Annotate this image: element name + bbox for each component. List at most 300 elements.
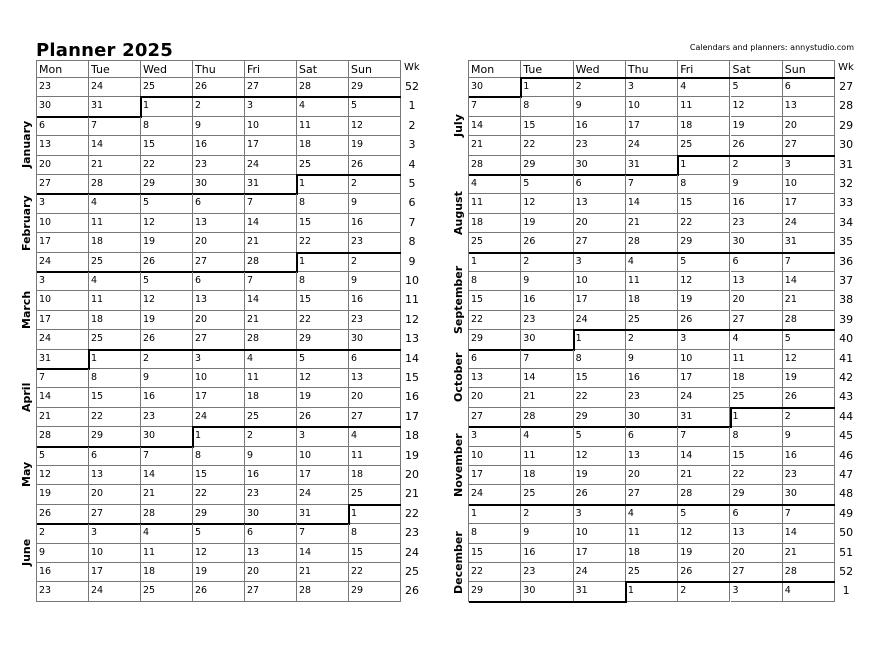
day-cell[interactable]: 27 [245, 582, 297, 601]
day-cell[interactable]: 28 [783, 311, 835, 330]
day-cell[interactable]: 20 [89, 485, 141, 504]
day-cell[interactable]: 28 [141, 505, 193, 524]
day-cell[interactable]: 17 [469, 466, 521, 485]
day-cell[interactable]: 26 [141, 330, 193, 349]
day-cell[interactable]: 18 [349, 466, 401, 485]
day-cell[interactable]: 26 [37, 505, 89, 524]
day-cell[interactable]: 28 [521, 408, 573, 427]
day-cell[interactable]: 14 [245, 214, 297, 233]
day-cell[interactable]: 15 [297, 214, 349, 233]
day-cell[interactable]: 4 [626, 253, 678, 272]
day-cell[interactable]: 23 [521, 563, 573, 582]
day-cell[interactable]: 18 [731, 369, 783, 388]
day-cell[interactable]: 4 [678, 78, 730, 97]
day-cell[interactable]: 12 [678, 524, 730, 543]
day-cell[interactable]: 10 [574, 272, 626, 291]
day-cell[interactable]: 2 [783, 408, 835, 427]
day-cell[interactable]: 12 [349, 117, 401, 136]
day-cell[interactable]: 30 [626, 408, 678, 427]
day-cell[interactable]: 17 [89, 563, 141, 582]
day-cell[interactable]: 3 [626, 78, 678, 97]
day-cell[interactable]: 24 [297, 485, 349, 504]
day-cell[interactable]: 8 [141, 117, 193, 136]
day-cell[interactable]: 3 [731, 582, 783, 601]
day-cell[interactable]: 22 [678, 214, 730, 233]
day-cell[interactable]: 26 [731, 136, 783, 155]
day-cell[interactable]: 14 [37, 388, 89, 407]
day-cell[interactable]: 25 [141, 582, 193, 601]
day-cell[interactable]: 25 [349, 485, 401, 504]
day-cell[interactable]: 13 [193, 214, 245, 233]
day-cell[interactable]: 12 [37, 466, 89, 485]
day-cell[interactable]: 23 [349, 233, 401, 252]
day-cell[interactable]: 19 [731, 117, 783, 136]
day-cell[interactable]: 1 [141, 97, 193, 116]
day-cell[interactable]: 16 [245, 466, 297, 485]
day-cell[interactable]: 15 [89, 388, 141, 407]
day-cell[interactable]: 2 [349, 253, 401, 272]
day-cell[interactable]: 16 [574, 117, 626, 136]
day-cell[interactable]: 23 [193, 156, 245, 175]
day-cell[interactable]: 13 [349, 369, 401, 388]
day-cell[interactable]: 28 [37, 427, 89, 446]
day-cell[interactable]: 3 [37, 272, 89, 291]
day-cell[interactable]: 10 [37, 214, 89, 233]
day-cell[interactable]: 20 [626, 466, 678, 485]
day-cell[interactable]: 29 [678, 233, 730, 252]
day-cell[interactable]: 31 [89, 97, 141, 116]
day-cell[interactable]: 4 [626, 505, 678, 524]
day-cell[interactable]: 4 [783, 582, 835, 601]
day-cell[interactable]: 17 [678, 369, 730, 388]
day-cell[interactable]: 29 [731, 485, 783, 504]
day-cell[interactable]: 22 [297, 311, 349, 330]
day-cell[interactable]: 3 [678, 330, 730, 349]
day-cell[interactable]: 15 [731, 447, 783, 466]
day-cell[interactable]: 1 [469, 253, 521, 272]
day-cell[interactable]: 29 [469, 582, 521, 601]
day-cell[interactable]: 24 [245, 156, 297, 175]
day-cell[interactable]: 5 [297, 350, 349, 369]
day-cell[interactable]: 27 [245, 78, 297, 97]
day-cell[interactable]: 6 [783, 78, 835, 97]
day-cell[interactable]: 20 [193, 233, 245, 252]
day-cell[interactable]: 21 [626, 214, 678, 233]
day-cell[interactable]: 3 [89, 524, 141, 543]
day-cell[interactable]: 28 [245, 330, 297, 349]
day-cell[interactable]: 1 [574, 330, 626, 349]
day-cell[interactable]: 11 [297, 117, 349, 136]
day-cell[interactable]: 2 [141, 350, 193, 369]
day-cell[interactable]: 23 [349, 311, 401, 330]
day-cell[interactable]: 28 [626, 233, 678, 252]
day-cell[interactable]: 21 [141, 485, 193, 504]
day-cell[interactable]: 12 [678, 272, 730, 291]
day-cell[interactable]: 22 [574, 388, 626, 407]
day-cell[interactable]: 20 [783, 117, 835, 136]
day-cell[interactable]: 21 [89, 156, 141, 175]
day-cell[interactable]: 8 [731, 427, 783, 446]
day-cell[interactable]: 22 [521, 136, 573, 155]
day-cell[interactable]: 15 [193, 466, 245, 485]
day-cell[interactable]: 4 [731, 330, 783, 349]
day-cell[interactable]: 15 [521, 117, 573, 136]
day-cell[interactable]: 7 [141, 447, 193, 466]
day-cell[interactable]: 17 [626, 117, 678, 136]
day-cell[interactable]: 9 [783, 427, 835, 446]
day-cell[interactable]: 13 [89, 466, 141, 485]
day-cell[interactable]: 11 [626, 524, 678, 543]
day-cell[interactable]: 13 [626, 447, 678, 466]
day-cell[interactable]: 17 [37, 311, 89, 330]
day-cell[interactable]: 11 [89, 291, 141, 310]
day-cell[interactable]: 23 [141, 408, 193, 427]
day-cell[interactable]: 8 [89, 369, 141, 388]
day-cell[interactable]: 24 [678, 388, 730, 407]
day-cell[interactable]: 18 [89, 233, 141, 252]
day-cell[interactable]: 13 [783, 97, 835, 116]
day-cell[interactable]: 14 [521, 369, 573, 388]
day-cell[interactable]: 9 [193, 117, 245, 136]
day-cell[interactable]: 25 [678, 136, 730, 155]
day-cell[interactable]: 21 [678, 466, 730, 485]
day-cell[interactable]: 24 [469, 485, 521, 504]
day-cell[interactable]: 31 [245, 175, 297, 194]
day-cell[interactable]: 13 [37, 136, 89, 155]
day-cell[interactable]: 7 [783, 253, 835, 272]
day-cell[interactable]: 24 [89, 78, 141, 97]
day-cell[interactable]: 28 [469, 156, 521, 175]
day-cell[interactable]: 5 [193, 524, 245, 543]
day-cell[interactable]: 13 [193, 291, 245, 310]
day-cell[interactable]: 22 [349, 563, 401, 582]
day-cell[interactable]: 11 [349, 447, 401, 466]
day-cell[interactable]: 28 [678, 485, 730, 504]
day-cell[interactable]: 6 [245, 524, 297, 543]
day-cell[interactable]: 22 [89, 408, 141, 427]
day-cell[interactable]: 19 [193, 563, 245, 582]
day-cell[interactable]: 6 [731, 253, 783, 272]
day-cell[interactable]: 25 [297, 156, 349, 175]
day-cell[interactable]: 27 [193, 330, 245, 349]
day-cell[interactable]: 21 [783, 291, 835, 310]
day-cell[interactable]: 26 [141, 253, 193, 272]
day-cell[interactable]: 8 [678, 175, 730, 194]
day-cell[interactable]: 23 [574, 136, 626, 155]
day-cell[interactable]: 14 [626, 194, 678, 213]
day-cell[interactable]: 7 [783, 505, 835, 524]
day-cell[interactable]: 12 [521, 194, 573, 213]
day-cell[interactable]: 16 [37, 563, 89, 582]
day-cell[interactable]: 18 [297, 136, 349, 155]
day-cell[interactable]: 31 [297, 505, 349, 524]
day-cell[interactable]: 29 [349, 582, 401, 601]
day-cell[interactable]: 6 [574, 175, 626, 194]
day-cell[interactable]: 1 [297, 175, 349, 194]
day-cell[interactable]: 26 [678, 563, 730, 582]
day-cell[interactable]: 24 [37, 253, 89, 272]
day-cell[interactable]: 10 [574, 524, 626, 543]
day-cell[interactable]: 19 [141, 233, 193, 252]
day-cell[interactable]: 11 [521, 447, 573, 466]
day-cell[interactable]: 13 [574, 194, 626, 213]
day-cell[interactable]: 1 [297, 253, 349, 272]
day-cell[interactable]: 28 [245, 253, 297, 272]
day-cell[interactable]: 27 [731, 311, 783, 330]
day-cell[interactable]: 25 [245, 408, 297, 427]
day-cell[interactable]: 9 [245, 447, 297, 466]
day-cell[interactable]: 25 [469, 233, 521, 252]
day-cell[interactable]: 1 [731, 408, 783, 427]
day-cell[interactable]: 21 [783, 544, 835, 563]
day-cell[interactable]: 21 [469, 136, 521, 155]
day-cell[interactable]: 4 [89, 194, 141, 213]
day-cell[interactable]: 11 [678, 97, 730, 116]
day-cell[interactable]: 27 [731, 563, 783, 582]
day-cell[interactable]: 24 [574, 311, 626, 330]
day-cell[interactable]: 10 [297, 447, 349, 466]
day-cell[interactable]: 4 [89, 272, 141, 291]
day-cell[interactable]: 21 [37, 408, 89, 427]
day-cell[interactable]: 1 [521, 78, 573, 97]
day-cell[interactable]: 13 [731, 272, 783, 291]
day-cell[interactable]: 10 [37, 291, 89, 310]
day-cell[interactable]: 28 [89, 175, 141, 194]
day-cell[interactable]: 16 [521, 544, 573, 563]
day-cell[interactable]: 13 [731, 524, 783, 543]
day-cell[interactable]: 18 [626, 544, 678, 563]
day-cell[interactable]: 21 [245, 233, 297, 252]
day-cell[interactable]: 30 [37, 97, 89, 116]
day-cell[interactable]: 7 [37, 369, 89, 388]
day-cell[interactable]: 5 [574, 427, 626, 446]
day-cell[interactable]: 8 [469, 524, 521, 543]
day-cell[interactable]: 1 [349, 505, 401, 524]
day-cell[interactable]: 4 [297, 97, 349, 116]
day-cell[interactable]: 6 [349, 350, 401, 369]
day-cell[interactable]: 26 [521, 233, 573, 252]
day-cell[interactable]: 30 [469, 78, 521, 97]
day-cell[interactable]: 18 [245, 388, 297, 407]
day-cell[interactable]: 4 [469, 175, 521, 194]
day-cell[interactable]: 31 [678, 408, 730, 427]
day-cell[interactable]: 24 [89, 582, 141, 601]
day-cell[interactable]: 17 [37, 233, 89, 252]
day-cell[interactable]: 19 [678, 544, 730, 563]
day-cell[interactable]: 24 [574, 563, 626, 582]
day-cell[interactable]: 18 [141, 563, 193, 582]
day-cell[interactable]: 3 [783, 156, 835, 175]
day-cell[interactable]: 3 [297, 427, 349, 446]
day-cell[interactable]: 5 [521, 175, 573, 194]
day-cell[interactable]: 16 [349, 291, 401, 310]
day-cell[interactable]: 18 [469, 214, 521, 233]
day-cell[interactable]: 4 [521, 427, 573, 446]
day-cell[interactable]: 23 [521, 311, 573, 330]
day-cell[interactable]: 20 [349, 388, 401, 407]
day-cell[interactable]: 8 [297, 272, 349, 291]
day-cell[interactable]: 10 [245, 117, 297, 136]
day-cell[interactable]: 14 [469, 117, 521, 136]
day-cell[interactable]: 7 [89, 117, 141, 136]
day-cell[interactable]: 13 [245, 544, 297, 563]
day-cell[interactable]: 9 [141, 369, 193, 388]
day-cell[interactable]: 2 [521, 253, 573, 272]
day-cell[interactable]: 1 [626, 582, 678, 601]
day-cell[interactable]: 6 [193, 194, 245, 213]
day-cell[interactable]: 28 [783, 563, 835, 582]
day-cell[interactable]: 20 [37, 156, 89, 175]
day-cell[interactable]: 7 [521, 350, 573, 369]
day-cell[interactable]: 11 [626, 272, 678, 291]
day-cell[interactable]: 24 [193, 408, 245, 427]
day-cell[interactable]: 10 [469, 447, 521, 466]
day-cell[interactable]: 15 [297, 291, 349, 310]
day-cell[interactable]: 6 [37, 117, 89, 136]
day-cell[interactable]: 19 [783, 369, 835, 388]
day-cell[interactable]: 17 [297, 466, 349, 485]
day-cell[interactable]: 7 [626, 175, 678, 194]
day-cell[interactable]: 3 [193, 350, 245, 369]
day-cell[interactable]: 30 [731, 233, 783, 252]
day-cell[interactable]: 27 [193, 253, 245, 272]
day-cell[interactable]: 7 [245, 194, 297, 213]
day-cell[interactable]: 17 [574, 544, 626, 563]
day-cell[interactable]: 19 [349, 136, 401, 155]
day-cell[interactable]: 27 [783, 136, 835, 155]
day-cell[interactable]: 19 [574, 466, 626, 485]
day-cell[interactable]: 26 [193, 78, 245, 97]
day-cell[interactable]: 12 [783, 350, 835, 369]
day-cell[interactable]: 21 [245, 311, 297, 330]
day-cell[interactable]: 2 [678, 582, 730, 601]
day-cell[interactable]: 7 [297, 524, 349, 543]
day-cell[interactable]: 9 [574, 97, 626, 116]
day-cell[interactable]: 26 [574, 485, 626, 504]
day-cell[interactable]: 19 [141, 311, 193, 330]
day-cell[interactable]: 27 [89, 505, 141, 524]
day-cell[interactable]: 30 [245, 505, 297, 524]
day-cell[interactable]: 11 [731, 350, 783, 369]
day-cell[interactable]: 1 [193, 427, 245, 446]
day-cell[interactable]: 9 [521, 524, 573, 543]
day-cell[interactable]: 11 [245, 369, 297, 388]
day-cell[interactable]: 29 [297, 330, 349, 349]
day-cell[interactable]: 25 [89, 330, 141, 349]
day-cell[interactable]: 10 [89, 544, 141, 563]
day-cell[interactable]: 30 [193, 175, 245, 194]
day-cell[interactable]: 2 [574, 78, 626, 97]
day-cell[interactable]: 20 [731, 544, 783, 563]
day-cell[interactable]: 26 [297, 408, 349, 427]
day-cell[interactable]: 12 [193, 544, 245, 563]
day-cell[interactable]: 3 [469, 427, 521, 446]
day-cell[interactable]: 23 [37, 78, 89, 97]
day-cell[interactable]: 23 [783, 466, 835, 485]
day-cell[interactable]: 16 [521, 291, 573, 310]
day-cell[interactable]: 9 [731, 175, 783, 194]
day-cell[interactable]: 19 [678, 291, 730, 310]
day-cell[interactable]: 2 [521, 505, 573, 524]
day-cell[interactable]: 2 [37, 524, 89, 543]
day-cell[interactable]: 3 [37, 194, 89, 213]
day-cell[interactable]: 25 [521, 485, 573, 504]
day-cell[interactable]: 14 [783, 524, 835, 543]
day-cell[interactable]: 31 [626, 156, 678, 175]
day-cell[interactable]: 10 [193, 369, 245, 388]
day-cell[interactable]: 16 [141, 388, 193, 407]
day-cell[interactable]: 6 [626, 427, 678, 446]
day-cell[interactable]: 14 [297, 544, 349, 563]
day-cell[interactable]: 1 [89, 350, 141, 369]
day-cell[interactable]: 20 [731, 291, 783, 310]
day-cell[interactable]: 21 [297, 563, 349, 582]
day-cell[interactable]: 23 [37, 582, 89, 601]
day-cell[interactable]: 25 [626, 311, 678, 330]
day-cell[interactable]: 23 [731, 214, 783, 233]
day-cell[interactable]: 17 [783, 194, 835, 213]
day-cell[interactable]: 15 [469, 291, 521, 310]
day-cell[interactable]: 5 [349, 97, 401, 116]
day-cell[interactable]: 14 [89, 136, 141, 155]
day-cell[interactable]: 4 [141, 524, 193, 543]
day-cell[interactable]: 22 [731, 466, 783, 485]
day-cell[interactable]: 19 [297, 388, 349, 407]
day-cell[interactable]: 16 [731, 194, 783, 213]
day-cell[interactable]: 20 [469, 388, 521, 407]
day-cell[interactable]: 24 [783, 214, 835, 233]
day-cell[interactable]: 3 [245, 97, 297, 116]
day-cell[interactable]: 13 [469, 369, 521, 388]
day-cell[interactable]: 27 [349, 408, 401, 427]
day-cell[interactable]: 28 [297, 582, 349, 601]
day-cell[interactable]: 27 [37, 175, 89, 194]
day-cell[interactable]: 23 [245, 485, 297, 504]
day-cell[interactable]: 27 [626, 485, 678, 504]
day-cell[interactable]: 26 [349, 156, 401, 175]
day-cell[interactable]: 19 [37, 485, 89, 504]
day-cell[interactable]: 25 [89, 253, 141, 272]
day-cell[interactable]: 29 [521, 156, 573, 175]
day-cell[interactable]: 23 [626, 388, 678, 407]
day-cell[interactable]: 24 [37, 330, 89, 349]
day-cell[interactable]: 7 [678, 427, 730, 446]
day-cell[interactable]: 2 [349, 175, 401, 194]
day-cell[interactable]: 4 [349, 427, 401, 446]
day-cell[interactable]: 10 [678, 350, 730, 369]
day-cell[interactable]: 9 [349, 272, 401, 291]
day-cell[interactable]: 16 [193, 136, 245, 155]
day-cell[interactable]: 5 [37, 447, 89, 466]
day-cell[interactable]: 7 [245, 272, 297, 291]
day-cell[interactable]: 25 [141, 78, 193, 97]
day-cell[interactable]: 27 [469, 408, 521, 427]
day-cell[interactable]: 29 [574, 408, 626, 427]
day-cell[interactable]: 21 [521, 388, 573, 407]
day-cell[interactable]: 5 [783, 330, 835, 349]
day-cell[interactable]: 30 [349, 330, 401, 349]
day-cell[interactable]: 6 [731, 505, 783, 524]
day-cell[interactable]: 22 [469, 563, 521, 582]
day-cell[interactable]: 28 [297, 78, 349, 97]
day-cell[interactable]: 8 [521, 97, 573, 116]
day-cell[interactable]: 12 [141, 291, 193, 310]
day-cell[interactable]: 9 [521, 272, 573, 291]
day-cell[interactable]: 22 [297, 233, 349, 252]
day-cell[interactable]: 26 [193, 582, 245, 601]
day-cell[interactable]: 5 [678, 253, 730, 272]
day-cell[interactable]: 17 [574, 291, 626, 310]
